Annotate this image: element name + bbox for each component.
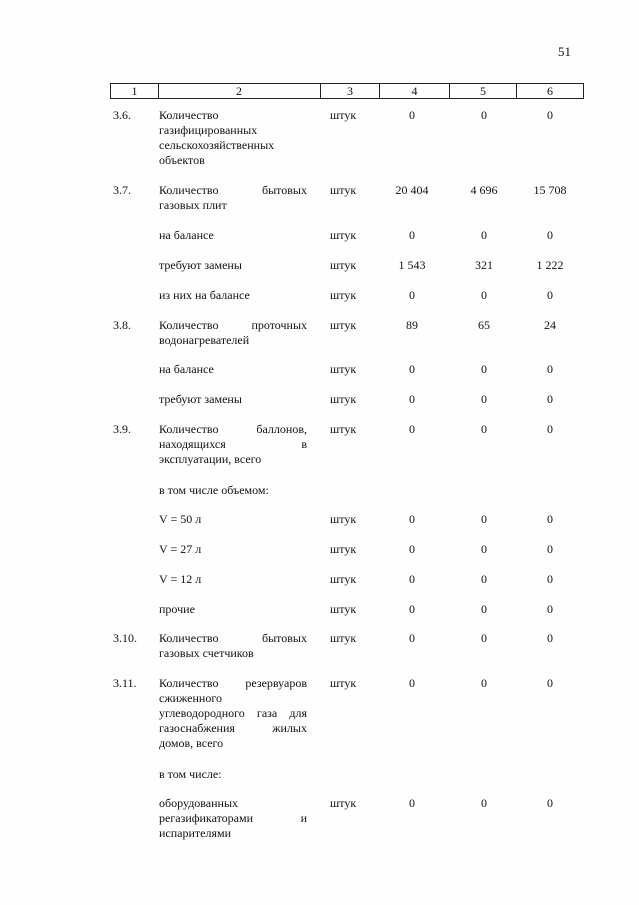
value-col-5: 0 bbox=[481, 362, 487, 376]
value-col-4: 0 bbox=[409, 512, 415, 526]
value-col-5: 0 bbox=[481, 631, 487, 645]
row-label: требуют замены bbox=[159, 258, 242, 272]
value-col-4: 89 bbox=[406, 318, 418, 332]
value-col-4: 0 bbox=[409, 392, 415, 406]
row-label: на балансе bbox=[159, 228, 214, 242]
value-col-6: 24 bbox=[544, 318, 556, 332]
row-number: 3.10. bbox=[113, 631, 137, 645]
row-label: V = 12 л bbox=[159, 572, 202, 586]
row-label: оборудованных регазификаторами и испарителями bbox=[159, 796, 307, 840]
row-unit: штук bbox=[330, 512, 357, 526]
row-number: 3.7. bbox=[113, 183, 131, 197]
row-unit: штук bbox=[330, 183, 357, 197]
row-unit: штук bbox=[330, 796, 357, 810]
row-unit: штук bbox=[330, 422, 357, 436]
value-col-6: 15 708 bbox=[533, 183, 567, 197]
row-unit: штук bbox=[330, 258, 357, 272]
value-col-5: 0 bbox=[481, 422, 487, 436]
value-col-4: 0 bbox=[409, 572, 415, 586]
value-col-4: 1 543 bbox=[398, 258, 426, 272]
row-label: Количество газифицированных сельскохозяйственных объектов bbox=[159, 108, 275, 167]
row-label: из них на балансе bbox=[159, 288, 250, 302]
header-col-1: 1 bbox=[110, 84, 159, 98]
value-col-4: 0 bbox=[409, 422, 415, 436]
value-col-5: 0 bbox=[481, 676, 487, 690]
row-unit: штук bbox=[330, 108, 357, 122]
row-label: Количество проточных водонагревателей bbox=[159, 318, 307, 347]
row-unit: штук bbox=[330, 602, 357, 616]
value-col-5: 0 bbox=[481, 512, 487, 526]
row-label: на балансе bbox=[159, 362, 214, 376]
row-label: требуют замены bbox=[159, 392, 242, 406]
value-col-5: 321 bbox=[475, 258, 493, 272]
value-col-4: 20 404 bbox=[395, 183, 429, 197]
value-col-6: 0 bbox=[547, 288, 553, 302]
header-col-4: 4 bbox=[380, 84, 450, 98]
value-col-4: 0 bbox=[409, 288, 415, 302]
value-col-4: 0 bbox=[409, 542, 415, 556]
row-label: Количество бытовых газовых плит bbox=[159, 183, 307, 212]
value-col-5: 0 bbox=[481, 796, 487, 810]
header-col-2: 2 bbox=[158, 84, 321, 98]
value-col-5: 0 bbox=[481, 108, 487, 122]
header-col-3: 3 bbox=[321, 84, 380, 98]
value-col-4: 0 bbox=[409, 676, 415, 690]
value-col-5: 0 bbox=[481, 228, 487, 242]
value-col-5: 65 bbox=[478, 318, 490, 332]
row-label: V = 27 л bbox=[159, 542, 202, 556]
value-col-5: 0 bbox=[481, 572, 487, 586]
row-unit: штук bbox=[330, 631, 357, 645]
row-label: Количество баллонов, находящихся в эксплуатации, всего bbox=[159, 422, 307, 466]
value-col-6: 0 bbox=[547, 512, 553, 526]
value-col-4: 0 bbox=[409, 796, 415, 810]
header-col-6: 6 bbox=[517, 84, 584, 98]
value-col-6: 0 bbox=[547, 796, 553, 810]
value-col-4: 0 bbox=[409, 228, 415, 242]
row-label: Количество бытовых газовых счетчиков bbox=[159, 631, 307, 660]
value-col-5: 0 bbox=[481, 392, 487, 406]
value-col-6: 0 bbox=[547, 542, 553, 556]
row-unit: штук bbox=[330, 392, 357, 406]
value-col-4: 0 bbox=[409, 362, 415, 376]
row-unit: штук bbox=[330, 542, 357, 556]
row-number: 3.8. bbox=[113, 318, 131, 332]
value-col-4: 0 bbox=[409, 631, 415, 645]
row-unit: штук bbox=[330, 288, 357, 302]
row-label: прочие bbox=[159, 602, 195, 616]
row-number: 3.9. bbox=[113, 422, 131, 436]
value-col-6: 0 bbox=[547, 108, 553, 122]
row-unit: штук bbox=[330, 362, 357, 376]
row-unit: штук bbox=[330, 572, 357, 586]
value-col-4: 0 bbox=[409, 602, 415, 616]
value-col-5: 0 bbox=[481, 602, 487, 616]
value-col-5: 0 bbox=[481, 542, 487, 556]
value-col-4: 0 bbox=[409, 108, 415, 122]
value-col-6: 0 bbox=[547, 422, 553, 436]
row-number: 3.11. bbox=[113, 676, 137, 690]
header-col-5: 5 bbox=[450, 84, 517, 98]
page-number: 51 bbox=[558, 44, 571, 59]
value-col-6: 0 bbox=[547, 631, 553, 645]
value-col-6: 0 bbox=[547, 602, 553, 616]
value-col-6: 1 222 bbox=[536, 258, 564, 272]
row-label: в том числе объемом: bbox=[159, 483, 269, 497]
row-label: в том числе: bbox=[159, 767, 222, 781]
value-col-5: 4 696 bbox=[470, 183, 498, 197]
value-col-5: 0 bbox=[481, 288, 487, 302]
value-col-6: 0 bbox=[547, 392, 553, 406]
value-col-6: 0 bbox=[547, 228, 553, 242]
value-col-6: 0 bbox=[547, 676, 553, 690]
row-label: V = 50 л bbox=[159, 512, 202, 526]
row-number: 3.6. bbox=[113, 108, 131, 122]
row-label: Количество резервуаров сжиженного углеводородного газа для газоснабжения жилых домов, всего bbox=[159, 676, 307, 750]
table-header bbox=[110, 83, 584, 99]
value-col-6: 0 bbox=[547, 362, 553, 376]
row-unit: штук bbox=[330, 676, 357, 690]
row-unit: штук bbox=[330, 228, 357, 242]
row-unit: штук bbox=[330, 318, 357, 332]
value-col-6: 0 bbox=[547, 572, 553, 586]
